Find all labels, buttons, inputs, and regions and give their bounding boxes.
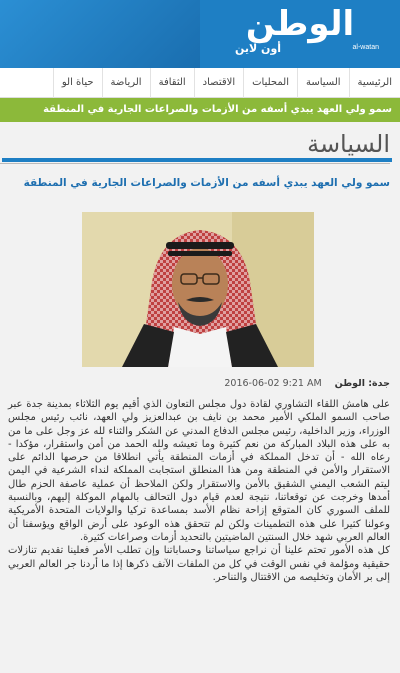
logo-subtitle: أون لاين — [235, 42, 282, 55]
logo-english: al-watan — [352, 44, 379, 51]
nav-item-sports[interactable]: الرياضة — [102, 68, 150, 98]
article-headline[interactable]: سمو ولي العهد يبدي أسفه من الأزمات والصراعات الجارية في المنطقة — [23, 177, 390, 189]
nav-item-life[interactable]: حياة الو — [53, 68, 102, 98]
section-title: السياسة — [307, 130, 390, 158]
nav-item-home[interactable]: الرئيسية — [349, 68, 400, 98]
section-divider-thin — [0, 163, 390, 164]
site-logo[interactable] — [215, 4, 385, 64]
nav-item-politics[interactable]: السياسة — [297, 68, 349, 98]
header-background — [0, 0, 200, 68]
main-nav — [0, 68, 400, 98]
article-page — [0, 122, 400, 673]
logo-text: الوطن — [245, 4, 355, 44]
article-source: جدة: الوطن — [334, 378, 390, 389]
article-dateline — [10, 378, 390, 389]
nav-item-local[interactable]: المحليات — [243, 68, 297, 98]
article-photo — [82, 212, 314, 367]
breaking-news-ticker[interactable]: سمو ولي العهد يبدي أسفه من الأزمات والصراعات الجارية في المنطقة — [0, 98, 400, 122]
site-header — [0, 0, 400, 68]
article-paragraph: على هامش اللقاء التشاوري لقادة دول مجلس التعاون الذي أقيم يوم الثلاثاء بمدينة جدة عبر صاحب السمو الملكي الأمير محمد بن نايف بن عبدالعزيز ولي العهد، نائب رئيس مجلس الوزراء، وزير الداخلية، رئيس مجلس الدفاع المدني عن الشكر والثناء لله عز وجل على ما من به على هذه البلاد المباركة من نعم كثيرة وما تعيشه ولله الحمد من أمن واستقرار، مؤكدا - رعاه الله - أن تدخل المملكة في أزمات المنطقة يأتي انطلاقا من حرصها الدائم على الاستقرار والأمن في المنطقة ومن هذا المنطلق استجابت المملكة لنداء الشرعية في اليمن ليتم الشعب اليمني الشقيق بالأمن والاستقرار ولكن الملاحظ أن عملية عاصفة الحزم طال أمدها وخرجت عن توقعاتنا، نتيجة لعدم قيام دول التحالف بالمهام الموكلة إليهم، وبالنسبة للملف السوري كان المتوقع إزاحة نظام الأسد بمساعدة تركيا والولايات المتحدة الأمريكية وعولنا كثيرا على هذه التطمينات ولكن لم تتحقق هذه الوعود على أرض الواقع ويؤسفنا أن العالم العربي شهد خلال السنتين الماضيتين بالتحديد أزمات وصراعات كثيرة. — [8, 399, 390, 543]
article-paragraph: كل هذه الأمور تحتم علينا أن نراجع سياساتنا وحساباتنا وإن تطلب الأمر فعلينا تقديم تنازلات حقيقية ومؤلمة في نفس الوقت في كل من الملفات الآنف ذكرها إذا ما أردنا جر العالم العربي إلى بر الأمان وتخليصه من الاقتتال والتناحر. — [8, 545, 390, 583]
portrait-illustration — [82, 212, 314, 367]
nav-item-culture[interactable]: الثقافة — [150, 68, 194, 98]
article-body — [8, 398, 390, 584]
section-divider — [2, 158, 392, 162]
nav-item-economy[interactable]: الاقتصاد — [194, 68, 243, 98]
article-datetime: 2016-06-02 9:21 AM — [224, 378, 322, 389]
